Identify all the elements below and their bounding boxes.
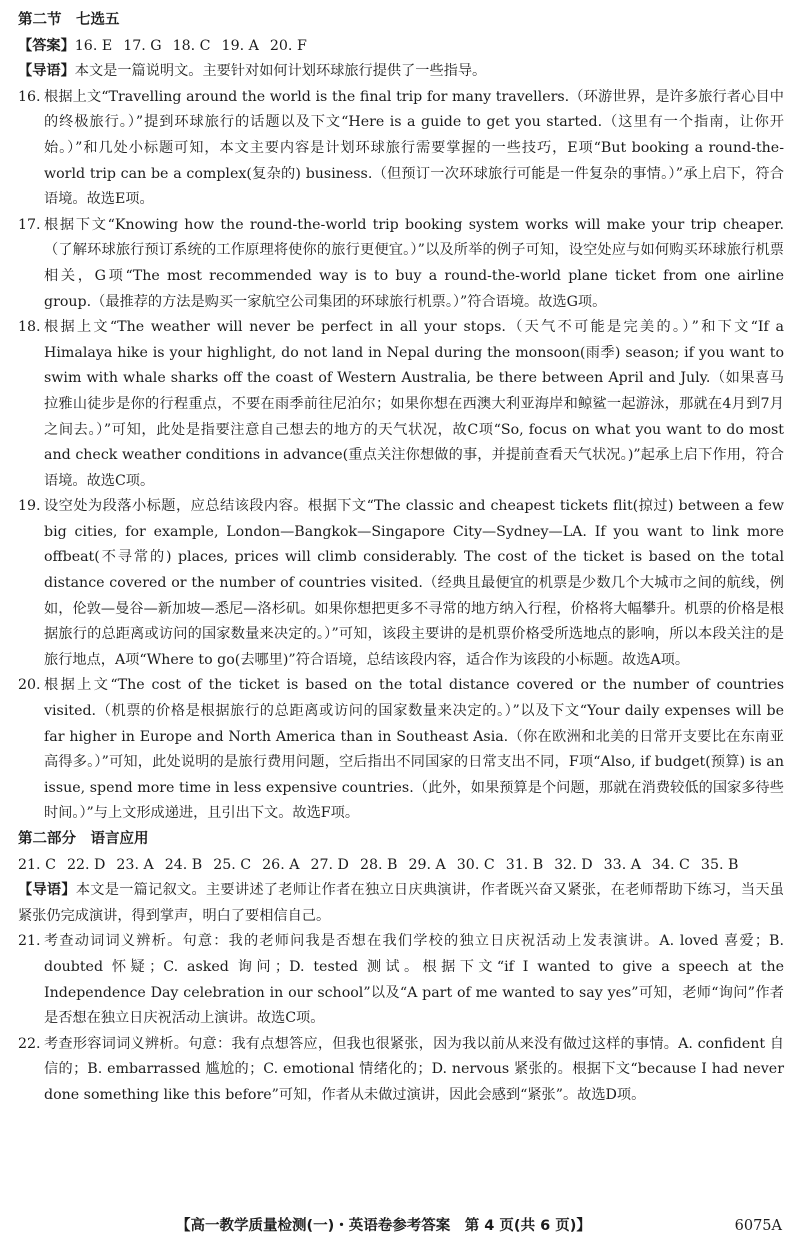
guide-tag: 【导语】 [18,63,75,80]
footer-title: 【高一教学质量检测(一)・英语卷参考答案 第 4 页(共 6 页)】 [176,1218,591,1234]
item-number: 19. [18,498,41,515]
explanation-item [18,673,784,827]
explanation-item [18,85,784,213]
page-footer [0,1213,800,1239]
item-text: 根据上文“The cost of the ticket is based on the total distance covered or the number of countries visited.（机票的价格是根据旅行的总距离或访问的国家数量来决定的。）”以及下文“Your daily expenses will be far higher in Europe and North America than in Southeast Asia.（你在欧洲和北美的日常开支要比在东南亚高得多。）”可知，此处说明的是旅行费用问题，空后指出不同国家的日常支出不同，F项“Also, if budget(预算) is an issue, spend more time in less expensive countries.（此外，如果预算是个问题，那就在消费较低的国家多待些时间。）”与上文形成递进，且引出下文。故选F项。 [44,677,784,822]
answer-item: 24. B [164,856,203,873]
item-text: 根据上文“Travelling around the world is the final trip for many travellers.（环游世界，是许多旅行者心目中的终极旅行。）”提到环球旅行的话题以及下文“Here is a guide to get you started.（这里有一个指南，让你开始。）”和几处小标题可知，本文主要内容是计划环球旅行需要掌握的一些技巧，E项“But booking a round-the-world trip can be a complex(复杂的) business.（但预订一次环球旅行可能是一件复杂的事情。）”承上启下，符合语境。故选E项。 [44,88,784,208]
answer-line [18,34,784,60]
answer-line [18,853,784,879]
answer-item: 27. D [310,856,349,873]
guide-text: 本文是一篇记叙文。主要讲述了老师让作者在独立日庆典演讲，作者既兴奋又紧张，在老师帮助下练习，当天虽紧张仍完成演讲，得到掌声，明白了要相信自己。 [18,882,784,924]
explanation-item [18,494,784,673]
answer-item: 28. B [359,856,398,873]
explanation-item [18,213,784,315]
item-number: 21. [18,933,41,950]
footer-code: 6075A [734,1218,782,1234]
answer-item: 25. C [213,856,252,873]
guide-line [18,59,784,85]
answer-item: 35. B [700,856,739,873]
item-text: 根据下文“Knowing how the round-the-world trip booking system works will make your trip cheaper.（了解环球旅行预订系统的工作原理将使你的旅行更便宜。）”以及所举的例子可知，设空处应与如何购买环球旅行机票相关，G项“The most recommended way is to buy a round-the-world plane ticket from one airline group.（最推荐的方法是购买一家航空公司集团的环球旅行机票。）”符合语境。故选G项。 [44,216,784,310]
section-heading: 第二部分 语言应用 [18,831,149,847]
answer-tag: 【答案】 [18,37,75,54]
item-number: 20. [18,677,41,694]
item-number: 17. [18,216,41,233]
item-number: 18. [18,319,41,336]
answer-item: 34. C [651,856,690,873]
answer-item: 20. F [269,37,307,54]
guide-text: 本文是一篇说明文。主要针对如何计划环球旅行提供了一些指导。 [74,63,487,80]
item-text: 考查动词词义辨析。句意：我的老师问我是否想在我们学校的独立日庆祝活动上发表演讲。A. loved 喜爱；B. doubted 怀疑；C. asked 询问；D. tested 测试。根据下文“if I wanted to give a speech at the Independence Day celebration in our school”以及“A part of me wanted to say yes”可知，老师“询问”作者是否想在独立日庆祝活动上演讲。故选C项。 [44,933,784,1027]
page-content [18,8,784,1109]
answer-item: 16. E [74,37,113,54]
guide-tag: 【导语】 [18,882,76,899]
item-text: 根据上文“The weather will never be perfect in all your stops.（天气不可能是完美的。）”和下文“If a Himalaya hike is your highlight, do not land in Nepal during the monsoon(雨季) season; if you want to swim with whale sharks off the coast of Western Australia, be there between April and July.（如果喜马拉雅山徒步是你的行程重点，不要在雨季前往尼泊尔；如果你想在西澳大利亚海岸和鲸鲨一起游泳，那就在4月到7月之间去。）”可知，此处是指要注意自己想去的地方的天气状况，故C项“So, focus on what you want to do most and check weather conditions in advance(重点关注你想做的事，并提前查看天气状况。)”起承上启下作用，符合语境。故选C项。 [44,319,784,489]
section-heading: 第二节 七选五 [18,12,120,28]
explanation-item [18,315,784,494]
item-number: 16. [18,88,41,105]
answer-item: 17. G [123,37,162,54]
item-text: 考查形容词词义辨析。句意：我有点想答应，但我也很紧张，因为我以前从来没有做过这样的事情。A. confident 自信的；B. embarrassed 尴尬的；C. emotional 情绪化的；D. nervous 紧张的。根据下文“because I had never done something like this before”可知，作者从未做过演讲，因此会感到“紧张”。故选D项。 [44,1035,784,1103]
answer-item: 22. D [66,856,106,873]
answer-item: 26. A [262,856,300,873]
item-number: 22. [18,1035,41,1052]
answer-item: 32. D [554,856,593,873]
explanation-item [18,1032,784,1109]
item-text: 设空处为段落小标题，应总结该段内容。根据下文“The classic and cheapest tickets flit(掠过) between a few big cities, for example, London—Bangkok—Singapore City—Sydney—LA. If you want to link more offbeat(不寻常的) places, prices will climb considerably. The cost of the ticket is based on the total distance covered or the number of countries visited.（经典且最便宜的机票是少数几个大城市之间的航线，例如，伦敦—曼谷—新加坡—悉尼—洛杉矶。如果你想把更多不寻常的地方纳入行程，价格将大幅攀升。机票的价格是根据旅行的总距离或访问的国家数量来决定的。）”可知，该段主要讲的是机票价格受所选地点的影响，所以本段关注的是旅行地点，A项“Where to go(去哪里)”符合语境，总结该段内容，适合作为该段的小标题。故选A项。 [44,498,784,668]
answer-item: 23. A [116,856,154,873]
answer-item: 18. C [172,37,211,54]
guide-line [18,878,784,929]
answer-item: 31. B [505,856,544,873]
explanation-item [18,929,784,1031]
answer-item: 29. A [408,856,446,873]
answer-item: 30. C [456,856,495,873]
answer-item: 21. C [18,856,56,873]
answer-item: 33. A [603,856,641,873]
answer-item: 19. A [221,37,259,54]
